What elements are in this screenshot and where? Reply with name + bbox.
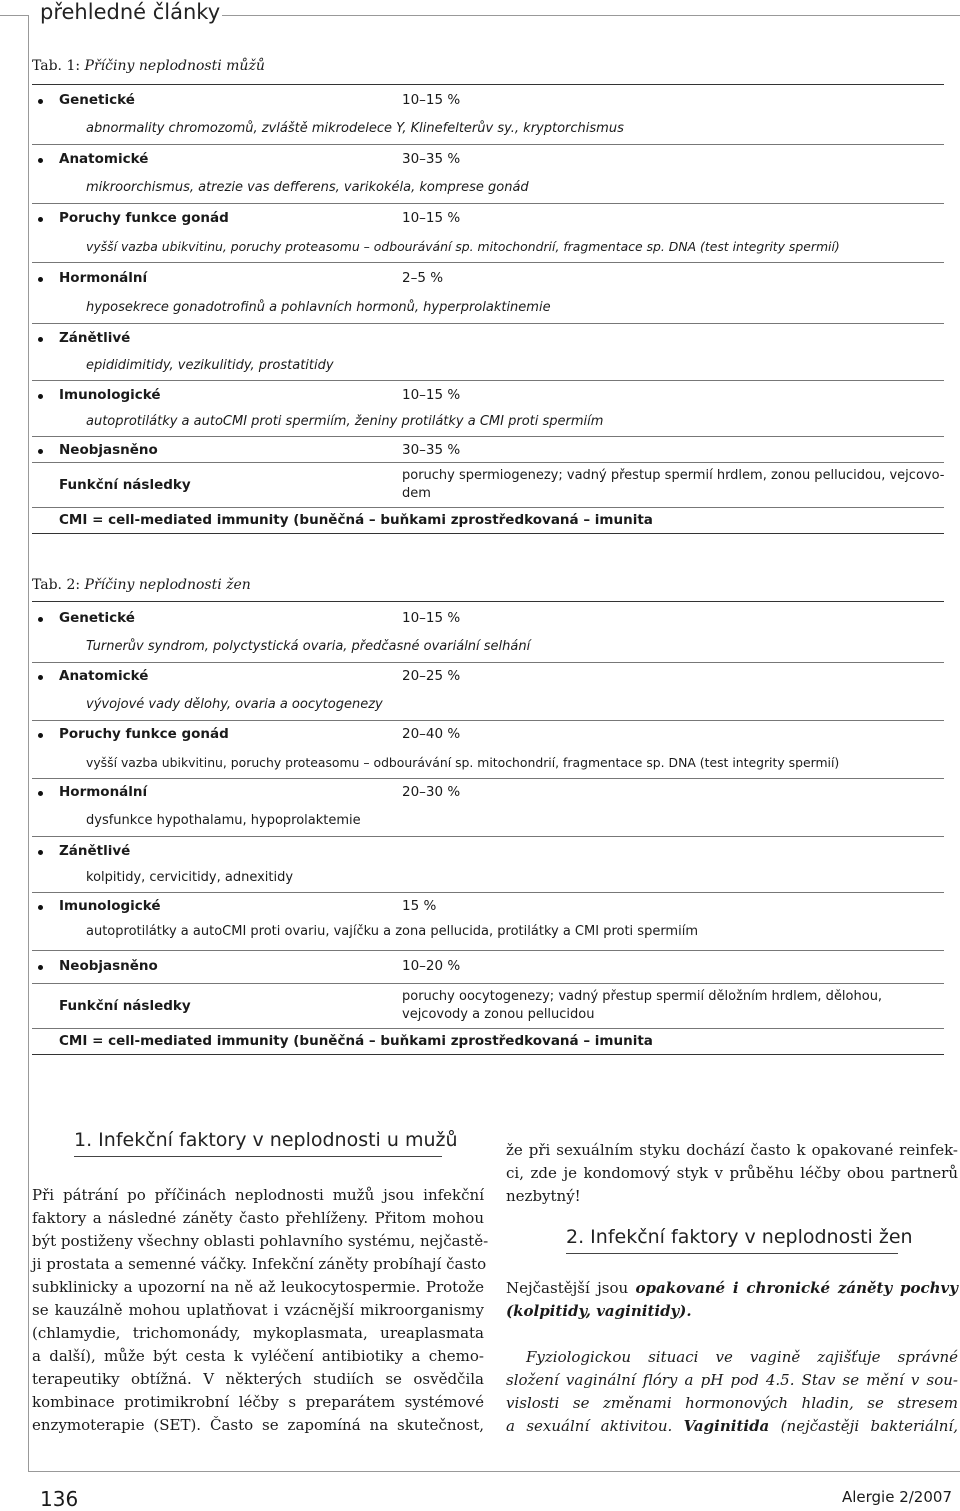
table2-footnote: CMI = cell-mediated immunity (buněčná – buňkami zprostředkovaná – imunita	[59, 1033, 653, 1049]
table2-row-pct: 15 %	[402, 898, 437, 914]
table1-row-desc: epididimitidy, vezikulitidy, prostatitidy	[86, 358, 334, 373]
table1-row-label: Zánětlivé	[59, 330, 131, 346]
table2-row-pct: 20–40 %	[402, 726, 461, 742]
heading-underline	[566, 1253, 898, 1254]
table2-row-desc: dysfunkce hypothalamu, hypoprolaktemie	[86, 813, 361, 828]
table2-caption-label: Tab. 2:	[32, 577, 81, 593]
table2-consequences-line: vejcovody a zonou pellucidou	[402, 1007, 595, 1022]
table1-bottom-rule	[32, 533, 944, 534]
table1-row-desc: abnormality chromozomů, zvláště mikrodelece Y, Klinefelterův sy., kryptorchismus	[86, 121, 624, 136]
paragraph-line: enzymoterapie (SET). Často se zapomíná na skutečnost,	[32, 1416, 484, 1434]
bullet-icon	[38, 850, 43, 855]
table1-row-rule	[32, 507, 944, 508]
frame-left-rule	[28, 15, 29, 1472]
table1-row-rule	[32, 203, 944, 204]
table1-row-label: Poruchy funkce gonád	[59, 210, 229, 226]
paragraph-line: kombinace protimikrobní léčby s preparátem systémové	[32, 1393, 484, 1411]
emphasis-run: (kolpitidy, vaginitidy).	[506, 1302, 692, 1320]
table2-bottom-rule	[32, 1054, 944, 1055]
table2-row-pct: 20–25 %	[402, 668, 461, 684]
table1-consequences-line: poruchy spermiogenezy; vadný přestup spermií hrdlem, zonou pellucidou, vejcovo-	[402, 468, 945, 483]
table2-row-label: Hormonální	[59, 784, 148, 800]
table2-row-pct: 20–30 %	[402, 784, 461, 800]
table2-row-label: Neobjasněno	[59, 958, 158, 974]
table2-row-pct: 10–15 %	[402, 610, 461, 626]
table1-row-rule	[32, 262, 944, 263]
paragraph-line: (chlamydie, trichomonády, mykoplasmata, ureaplasmata	[32, 1324, 484, 1342]
table2-row-label: Anatomické	[59, 668, 149, 684]
table1-caption	[32, 58, 265, 74]
table2-row-label: Genetické	[59, 610, 135, 626]
table1-row-rule	[32, 380, 944, 381]
paragraph-line	[506, 1415, 958, 1438]
table1-row-pct: 10–15 %	[402, 387, 461, 403]
table1-row-desc: autoprotilátky a autoCMI proti spermiím, ženiny protilátky a CMI proti spermiím	[86, 414, 604, 429]
paragraph-line: a další), může být cesta k vyléčení antibiotiky a chemo-	[32, 1347, 484, 1365]
paragraph-line: Při pátrání po příčinách neplodnosti mužů jsou infekční	[32, 1186, 484, 1204]
bullet-icon	[38, 394, 43, 399]
bullet-icon	[38, 675, 43, 680]
article-col2-paragraph2	[506, 1346, 958, 1438]
table1-footnote: CMI = cell-mediated immunity (buněčná – buňkami zprostředkovaná – imunita	[59, 512, 653, 528]
article-col1-paragraph	[32, 1184, 489, 1437]
bullet-icon	[38, 617, 43, 622]
article-col2-paragraph1	[506, 1277, 958, 1323]
table2-row-rule	[32, 720, 944, 721]
bullet-icon	[38, 733, 43, 738]
bullet-icon	[38, 965, 43, 970]
article-col2-continuation	[506, 1139, 958, 1208]
table2-row-desc: vývojové vady dělohy, ovaria a oocytogenezy	[86, 697, 383, 712]
section-title: přehledné články	[40, 0, 221, 24]
table2-row-rule	[32, 778, 944, 779]
table2-row-rule	[32, 836, 944, 837]
paragraph-line: terapeutiky obtížná. V některých studiích se osvědčila	[32, 1370, 484, 1388]
text-run: (nejčastěji bakteriální,	[769, 1417, 958, 1435]
table2-row-desc: Turnerův syndrom, polyctystická ovaria, předčasné ovariální selhání	[86, 639, 531, 654]
table2-caption	[32, 577, 251, 593]
table2-row-rule	[32, 662, 944, 663]
table2-row-desc: autoprotilátky a autoCMI proti ovariu, vajíčku a zona pellucida, protilátky a CMI proti spermiím	[86, 924, 698, 939]
table2-row-rule	[32, 950, 944, 951]
table1-row-rule	[32, 144, 944, 145]
bullet-icon	[38, 217, 43, 222]
table1-row-label: Anatomické	[59, 151, 149, 167]
paragraph-line: Fyziologickou situaci ve vagině zajišťuje správné	[526, 1348, 958, 1366]
bullet-icon	[38, 277, 43, 282]
paragraph-line	[506, 1300, 958, 1323]
paragraph-line: že při sexuálním styku dochází často k opakované reinfek-	[506, 1141, 958, 1159]
paragraph-line: se kauzálně mohou uplatňovat i vzácnější mikroorganismy	[32, 1301, 484, 1319]
table2-caption-title: Příčiny neplodnosti žen	[84, 577, 251, 593]
paragraph-line: vislosti se změnami hormonových hladin, se stresem	[506, 1394, 958, 1412]
table2-row-desc: kolpitidy, cervicitidy, adnexitidy	[86, 870, 294, 885]
header-rule-right	[222, 15, 960, 16]
table2-row-desc: vyšší vazba ubikvitinu, poruchy proteasomu – odbourávání sp. mitochondrií, fragmentace sp. DNA (test integrity spermií)	[86, 755, 840, 770]
paragraph-line: složení vaginální flóry a pH pod 4.5. Stav se mění v sou-	[506, 1371, 958, 1389]
paragraph-line: ji prostata a semenné váčky. Infekční záněty probíhají často	[32, 1255, 487, 1273]
article-heading-women: 2. Infekční faktory v neplodnosti žen	[566, 1226, 913, 1248]
table2-row-rule	[32, 892, 944, 893]
table2-row-label: Imunologické	[59, 898, 161, 914]
table2-consequences-label: Funkční následky	[59, 998, 191, 1014]
table1-row-label: Neobjasněno	[59, 442, 158, 458]
text-run: Nejčastější jsou	[506, 1279, 636, 1297]
paragraph-line: subklinicky a upozorní na ně až leukocytospermie. Protože	[32, 1278, 484, 1296]
table1-row-pct: 2–5 %	[402, 270, 444, 286]
bullet-icon	[38, 449, 43, 454]
page-number: 136	[40, 1487, 79, 1511]
table1-row-desc: vyšší vazba ubikvitinu, poruchy proteasomu – odbourávání sp. mitochondrií, fragmentace sp. DNA (test integrity spermií)	[86, 239, 840, 254]
table2-row-rule	[32, 1028, 944, 1029]
table1-row-pct: 10–15 %	[402, 92, 461, 108]
table1-consequences-label: Funkční následky	[59, 477, 191, 493]
table1-row-label: Genetické	[59, 92, 135, 108]
table2-row-pct: 10–20 %	[402, 958, 461, 974]
table1-consequences-text	[402, 467, 945, 503]
table1-row-pct: 30–35 %	[402, 151, 461, 167]
bullet-icon	[38, 791, 43, 796]
header-rule-left	[0, 15, 28, 16]
frame-bottom-rule	[28, 1471, 960, 1472]
table2-consequences-text	[402, 988, 942, 1024]
table1-top-rule	[32, 84, 944, 85]
emphasis-run: Vaginitida	[683, 1417, 770, 1435]
paragraph-line: být postiženy všechny oblasti pohlavního systému, nejčastě-	[32, 1232, 489, 1250]
bullet-icon	[38, 99, 43, 104]
journal-name: Alergie 2/2007	[841, 1488, 952, 1506]
paragraph-line: ci, zde je kondomový styk v průběhu léčby obou partnerů	[506, 1164, 958, 1182]
table1-row-rule	[32, 436, 944, 437]
table1-row-label: Imunologické	[59, 387, 161, 403]
table1-row-pct: 30–35 %	[402, 442, 461, 458]
table1-row-rule	[32, 462, 944, 463]
table2-row-label: Zánětlivé	[59, 843, 131, 859]
paragraph-line: nezbytný!	[506, 1187, 581, 1205]
table1-consequences-line: dem	[402, 486, 431, 501]
table2-top-rule	[32, 601, 944, 602]
bullet-icon	[38, 905, 43, 910]
table2-row-label: Poruchy funkce gonád	[59, 726, 229, 742]
heading-underline	[74, 1156, 442, 1157]
table1-row-desc: mikroorchismus, atrezie vas defferens, varikokéla, komprese gonád	[86, 180, 529, 195]
table1-caption-title: Příčiny neplodnosti můžů	[84, 58, 265, 74]
table1-row-pct: 10–15 %	[402, 210, 461, 226]
table1-row-rule	[32, 323, 944, 324]
emphasis-run: opakované i chronické záněty pochvy	[635, 1279, 958, 1297]
table1-row-desc: hyposekrece gonadotrofinů a pohlavních hormonů, hyperprolaktinemie	[86, 300, 551, 315]
text-run: a sexuální aktivitou.	[506, 1417, 684, 1435]
bullet-icon	[38, 337, 43, 342]
table2-row-rule	[32, 983, 944, 984]
table2-consequences-line: poruchy oocytogenezy; vadný přestup spermií děložním hrdlem, dělohou,	[402, 989, 883, 1004]
paragraph-line	[506, 1277, 958, 1300]
paragraph-line: faktory a následné záněty často přehlíženy. Přitom mohou	[32, 1209, 484, 1227]
table1-caption-label: Tab. 1:	[32, 58, 81, 74]
table1-row-label: Hormonální	[59, 270, 148, 286]
bullet-icon	[38, 158, 43, 163]
article-heading-men: 1. Infekční faktory v neplodnosti u mužů	[74, 1129, 458, 1151]
